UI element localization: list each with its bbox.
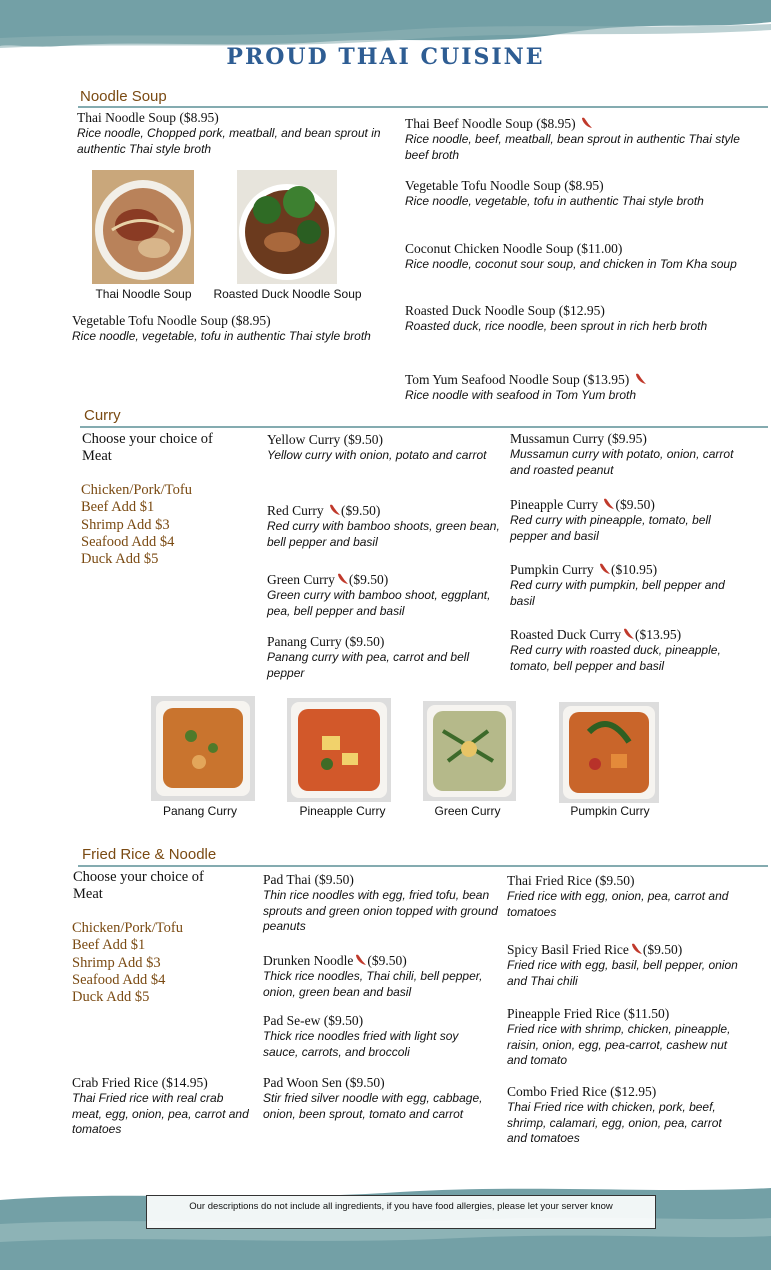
item-name: Pineapple Fried Rice ($11.50) (507, 1006, 670, 1021)
menu-item-pumpkin-curry (510, 562, 745, 609)
item-name: Roasted Duck Curry (510, 627, 621, 642)
menu-item-thai-noodle-soup (77, 110, 387, 157)
page-title: PROUD THAI CUISINE (226, 44, 545, 70)
meat-option: Seafood Add $4 (81, 533, 175, 550)
item-name: Pad Thai ($9.50) (263, 872, 354, 887)
item-name: Drunken Noodle (263, 953, 354, 968)
item-desc: Rice noodle, vegetable, tofu in authentic Thai style broth (405, 194, 704, 208)
item-price: ($9.50) (341, 503, 381, 518)
item-desc: Rice noodle, coconut sour soup, and chicken in Tom Kha soup (405, 257, 737, 271)
item-desc: Fried rice with shrimp, chicken, pineapple, raisin, onion, egg, pea-carrot, cashew nut and tomato (507, 1022, 731, 1067)
section-heading-curry: Curry (84, 407, 121, 424)
menu-item-thai-beef-noodle-soup (405, 116, 745, 163)
item-price: ($10.95) (611, 562, 658, 577)
menu-item-thai-fried-rice (507, 873, 742, 920)
chili-pepper-icon (629, 942, 643, 956)
chili-pepper-icon (597, 562, 611, 576)
menu-item-pad-thai (263, 872, 503, 935)
item-price: ($13.95) (634, 627, 682, 642)
chili-pepper-icon (335, 572, 349, 586)
meat-options-curry (81, 482, 251, 568)
caption-green-curry: Green Curry (434, 804, 501, 818)
photo-pineapple-curry (287, 698, 391, 802)
menu-item-vegetable-tofu-noodle-soup-left (72, 313, 390, 345)
item-price: ($9.50) (348, 572, 389, 587)
item-name: Thai Noodle Soup ($8.95) (77, 110, 219, 125)
item-desc: Green curry with bamboo shoot, eggplant, pea, bell pepper and basil (267, 588, 491, 618)
meat-options-fried (72, 920, 242, 1006)
chili-pepper-icon (601, 497, 615, 511)
menu-item-pad-se-ew (263, 1013, 493, 1060)
item-desc: Mussamun curry with potato, onion, carrot and roasted peanut (510, 447, 734, 477)
item-name: Thai Fried Rice ($9.50) (507, 873, 635, 888)
menu-item-vegetable-tofu-noodle-soup-right (405, 178, 745, 210)
chili-pepper-icon (579, 116, 593, 130)
meat-option: Shrimp Add $3 (81, 516, 170, 533)
item-name: Pineapple Curry (510, 497, 599, 512)
section-heading-noodle-soup: Noodle Soup (80, 88, 167, 105)
menu-item-coconut-chicken-noodle-soup (405, 241, 745, 273)
section-rule-noodle-soup (78, 106, 768, 108)
caption-panang-curry: Panang Curry (162, 804, 238, 818)
item-name: Pumpkin Curry (510, 562, 594, 577)
item-desc: Red curry with pineapple, tomato, bell pepper and basil (510, 513, 711, 543)
meat-option: Seafood Add $4 (72, 971, 166, 988)
chili-pepper-icon (353, 953, 367, 967)
item-name: Vegetable Tofu Noodle Soup ($8.95) (405, 178, 604, 193)
item-name: Mussamun Curry ($9.95) (510, 431, 647, 446)
meat-option: Beef Add $1 (72, 937, 146, 954)
section-rule-fried-rice-noodle (78, 865, 768, 867)
item-desc: Thai Fried rice with chicken, pork, beef, shrimp, calamari, egg, onion, pea, carrot and tomatoes (507, 1100, 722, 1145)
chili-pepper-icon (327, 503, 341, 517)
photo-thai-noodle-soup (92, 170, 194, 284)
item-desc: Panang curry with pea, carrot and bell pepper (267, 650, 470, 680)
item-name: Red Curry (267, 503, 324, 518)
photo-pumpkin-curry (559, 702, 659, 803)
item-desc: Thin rice noodles with egg, fried tofu, bean sprouts and green onion topped with ground peanuts (263, 888, 498, 933)
item-desc: Thick rice noodles, Thai chili, bell pepper, onion, green bean and basil (263, 969, 483, 999)
meat-option: Duck Add $5 (72, 989, 150, 1006)
item-desc: Red curry with roasted duck, pineapple, tomato, bell pepper and basil (510, 643, 721, 673)
chili-pepper-icon (633, 372, 647, 386)
caption-pineapple-curry: Pineapple Curry (299, 804, 386, 818)
item-desc: Red curry with bamboo shoots, green bean, bell pepper and basil (267, 519, 500, 549)
allergy-note: Our descriptions do not include all ingredients, if you have food allergies, please let your server know (146, 1195, 656, 1229)
item-name: Tom Yum Seafood Noodle Soup ($13.95) (405, 372, 630, 387)
item-price: ($9.50) (615, 497, 655, 512)
item-desc: Red curry with pumpkin, bell pepper and basil (510, 578, 725, 608)
item-name: Combo Fried Rice ($12.95) (507, 1084, 657, 1099)
item-desc: Thick rice noodles fried with light soy sauce, carrots, and broccoli (263, 1029, 459, 1059)
item-price: ($9.50) (367, 953, 407, 968)
item-name: Crab Fried Rice ($14.95) (72, 1075, 208, 1090)
menu-item-roasted-duck-noodle-soup (405, 303, 745, 335)
caption-roasted-duck-noodle-soup: Roasted Duck Noodle Soup (213, 287, 362, 301)
item-name: Yellow Curry ($9.50) (267, 432, 384, 447)
item-desc: Stir fried silver noodle with egg, cabbage, onion, been sprout, tomato and carrot (263, 1091, 483, 1121)
item-name: Panang Curry ($9.50) (267, 634, 385, 649)
item-desc: Yellow curry with onion, potato and carrot (267, 448, 487, 462)
photo-panang-curry (151, 696, 255, 801)
menu-item-pineapple-fried-rice (507, 1006, 732, 1069)
section-rule-curry (80, 426, 768, 428)
meat-option: Chicken/Pork/Tofu (72, 920, 183, 936)
item-desc: Thai Fried rice with real crab meat, egg, onion, pea, carrot and tomatoes (72, 1091, 249, 1136)
meat-option: Duck Add $5 (81, 551, 159, 568)
menu-item-red-curry (267, 503, 502, 550)
meat-option: Shrimp Add $3 (72, 954, 161, 971)
choose-meat-curry: Choose your choice of Meat (82, 431, 213, 464)
menu-item-combo-fried-rice (507, 1084, 732, 1147)
item-desc: Rice noodle, Chopped pork, meatball, and bean sprout in authentic Thai style broth (77, 126, 381, 156)
menu-item-panang-curry (267, 634, 507, 681)
item-desc: Rice noodle, beef, meatball, bean sprout in authentic Thai style beef broth (405, 132, 740, 162)
chili-pepper-icon (621, 627, 635, 641)
menu-item-mussamun-curry (510, 431, 745, 478)
item-desc: Roasted duck, rice noodle, been sprout in rich herb broth (405, 319, 708, 333)
item-desc: Fried rice with egg, basil, bell pepper, onion and Thai chili (507, 958, 738, 988)
menu-item-tom-yum-seafood-noodle-soup (405, 372, 745, 404)
meat-option: Chicken/Pork/Tofu (81, 482, 192, 498)
item-desc: Rice noodle, vegetable, tofu in authentic Thai style broth (72, 329, 371, 343)
menu-item-drunken-noodle (263, 953, 498, 1000)
meat-option: Beef Add $1 (81, 499, 155, 516)
section-heading-fried-rice-noodle: Fried Rice & Noodle (82, 846, 217, 863)
menu-item-roasted-duck-curry (510, 627, 750, 674)
photo-green-curry (423, 701, 516, 801)
item-name: Thai Beef Noodle Soup ($8.95) (405, 116, 576, 131)
item-name: Coconut Chicken Noodle Soup ($11.00) (405, 241, 623, 256)
item-name: Spicy Basil Fried Rice (507, 942, 629, 957)
caption-pumpkin-curry: Pumpkin Curry (570, 804, 650, 818)
menu-item-pineapple-curry (510, 497, 745, 544)
item-desc: Rice noodle with seafood in Tom Yum broth (405, 388, 637, 402)
item-price: ($9.50) (642, 942, 683, 957)
item-name: Vegetable Tofu Noodle Soup ($8.95) (72, 313, 271, 328)
item-desc: Fried rice with egg, onion, pea, carrot and tomatoes (507, 889, 729, 919)
menu-item-yellow-curry (267, 432, 502, 464)
item-name: Pad Woon Sen ($9.50) (263, 1075, 385, 1090)
item-name: Green Curry (267, 572, 335, 587)
choose-meat-fried: Choose your choice of Meat (73, 869, 204, 902)
photo-roasted-duck-noodle-soup (237, 170, 337, 284)
item-name: Pad Se-ew ($9.50) (263, 1013, 364, 1028)
caption-thai-noodle-soup: Thai Noodle Soup (95, 287, 192, 301)
menu-item-pad-woon-sen (263, 1075, 501, 1122)
menu-item-spicy-basil-fried-rice (507, 942, 747, 989)
item-name: Roasted Duck Noodle Soup ($12.95) (405, 303, 605, 318)
menu-item-crab-fried-rice (72, 1075, 252, 1138)
menu-item-green-curry (267, 572, 502, 619)
